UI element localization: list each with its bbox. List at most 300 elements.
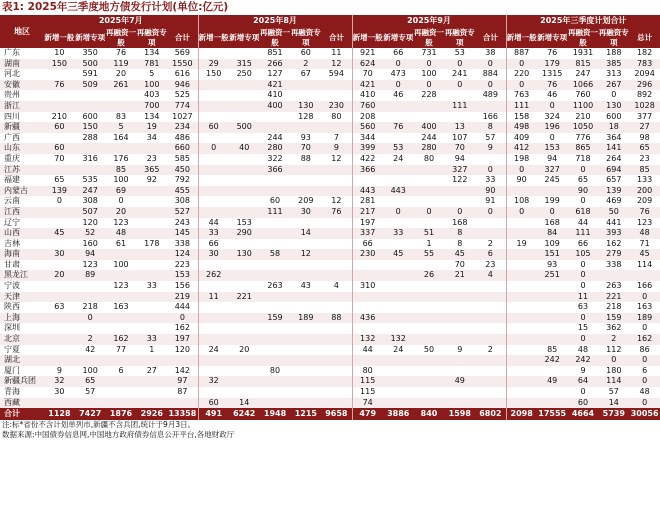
value-cell: 92 (146, 175, 157, 185)
value-cell: 14 (229, 398, 260, 409)
value-cell: 93 (300, 132, 311, 142)
value-cell (229, 48, 260, 59)
value-cell: 130 (229, 249, 260, 260)
value-cell: 1550 (167, 59, 198, 70)
value-cell (44, 313, 75, 324)
value-cell: 8 (457, 238, 463, 248)
value-cell: 731 (421, 48, 437, 57)
value-cell: 20 (115, 69, 127, 79)
value-cell: 48 (577, 344, 589, 354)
value-cell (106, 143, 137, 154)
value-cell: 0 (568, 270, 599, 281)
value-cell: 20 (106, 207, 137, 218)
value-cell (136, 143, 167, 154)
value-cell (444, 387, 475, 398)
total-cell: 6242 (229, 408, 260, 420)
value-cell: 400 (260, 101, 291, 112)
value-cell: 0 (475, 165, 506, 176)
value-cell (106, 90, 137, 101)
value-cell: 267 (598, 80, 629, 91)
table-row (0, 69, 660, 80)
value-cell: 400 (414, 122, 445, 133)
value-cell: 130 (290, 101, 321, 112)
value-cell: 0 (537, 101, 568, 112)
value-cell: 1315 (542, 69, 563, 79)
value-cell: 76 (321, 207, 352, 218)
value-cell (136, 387, 167, 398)
value-cell (290, 345, 321, 356)
value-cell: 132 (383, 334, 414, 345)
value-cell: 43 (300, 281, 311, 291)
value-cell (537, 292, 568, 303)
value-cell (290, 165, 321, 176)
value-cell: 251 (537, 270, 568, 281)
value-cell: 111 (568, 228, 599, 239)
value-cell: 70 (290, 143, 321, 154)
value-cell: 884 (482, 69, 498, 79)
value-cell: 0 (475, 80, 506, 91)
header-col: 合计 (167, 27, 198, 48)
value-cell (383, 260, 414, 271)
value-cell: 160 (82, 238, 98, 248)
value-cell (290, 270, 321, 281)
value-cell: 156 (174, 281, 190, 291)
value-cell (44, 292, 75, 303)
value-cell (290, 186, 321, 197)
value-cell: 660 (167, 143, 198, 154)
value-cell: 33 (136, 334, 167, 345)
value-cell: 162 (629, 334, 660, 345)
value-cell: 12 (290, 249, 321, 260)
value-cell: 100 (421, 69, 437, 79)
value-cell (198, 175, 229, 186)
region-cell: 云南 (4, 196, 20, 206)
value-cell: 85 (106, 165, 137, 176)
table-row (0, 186, 660, 197)
value-cell (321, 323, 352, 334)
value-cell: 0 (580, 196, 586, 206)
value-cell: 9 (457, 344, 463, 354)
value-cell: 128 (298, 111, 314, 121)
region-cell: 宁波 (4, 281, 20, 291)
value-cell: 0 (537, 207, 568, 218)
value-cell (44, 218, 75, 229)
value-cell (260, 228, 291, 239)
value-cell (321, 239, 352, 250)
value-cell (75, 101, 106, 112)
value-cell: 450 (167, 165, 198, 176)
value-cell: 48 (106, 228, 137, 239)
value-cell: 1027 (172, 111, 193, 121)
value-cell (444, 281, 475, 292)
value-cell (136, 260, 167, 271)
value-cell: 168 (544, 217, 560, 227)
table-row (0, 133, 660, 144)
value-cell: 178 (144, 238, 160, 248)
value-cell: 366 (352, 165, 383, 176)
value-cell (260, 112, 291, 123)
total-cell: 5739 (598, 408, 629, 420)
value-cell (444, 313, 475, 324)
value-cell (198, 260, 229, 271)
region-cell: 北京 (0, 334, 44, 345)
value-cell (506, 218, 537, 229)
value-cell: 123 (113, 217, 129, 227)
value-cell: 76 (537, 80, 568, 91)
value-cell (537, 398, 568, 409)
value-cell: 100 (113, 175, 129, 185)
region-cell: 宁夏 (4, 344, 20, 354)
value-cell: 24 (393, 344, 404, 354)
value-cell (537, 281, 568, 292)
value-cell: 366 (260, 165, 291, 176)
value-cell (136, 207, 167, 218)
value-cell: 500 (229, 122, 260, 133)
region-cell: 福建 (4, 175, 20, 185)
table-body (0, 48, 660, 408)
value-cell: 30 (198, 249, 229, 260)
value-cell: 0 (629, 376, 660, 387)
value-cell (506, 281, 537, 292)
value-cell: 27 (146, 365, 157, 375)
header-col: 新增一般 (506, 27, 537, 48)
value-cell (198, 207, 229, 218)
region-cell: 甘肃 (4, 259, 20, 269)
value-cell: 32 (44, 376, 75, 387)
value-cell: 151 (537, 249, 568, 260)
value-cell: 120 (174, 344, 190, 354)
footnote: 注:标*省份不含计划单列市,新疆不含兵团,统计于9月3日。 (2, 420, 196, 430)
value-cell (475, 313, 506, 324)
value-cell: 150 (75, 122, 106, 133)
value-cell (44, 90, 75, 101)
total-cell: 1876 (106, 408, 137, 420)
value-cell: 60 (44, 143, 75, 154)
value-cell (290, 90, 321, 101)
value-cell: 288 (82, 132, 98, 142)
region-cell: 山西 (0, 228, 44, 239)
value-cell: 362 (606, 323, 622, 333)
value-cell (198, 281, 229, 292)
value-cell: 337 (352, 228, 383, 239)
value-cell: 74 (352, 398, 383, 409)
value-cell (260, 270, 291, 281)
value-cell (136, 376, 167, 387)
value-cell (352, 323, 383, 334)
value-cell: 1 (149, 344, 155, 354)
value-cell: 141 (598, 143, 629, 154)
value-cell: 0 (580, 281, 586, 291)
value-cell: 0 (506, 80, 537, 91)
value-cell: 244 (421, 132, 437, 142)
table-row (0, 59, 660, 70)
value-cell: 98 (639, 132, 650, 142)
total-cell: 30056 (630, 409, 659, 419)
value-cell (260, 387, 291, 398)
region-cell: 吉林 (4, 238, 20, 248)
region-cell: 海南 (0, 249, 44, 260)
table-row (0, 80, 660, 91)
value-cell: 0 (568, 165, 599, 176)
value-cell (383, 175, 414, 186)
value-cell: 163 (636, 302, 653, 312)
value-cell: 76 (383, 122, 414, 133)
value-cell (75, 90, 106, 101)
value-cell: 60 (198, 122, 229, 133)
value-cell: 241 (452, 69, 468, 79)
value-cell: 263 (606, 281, 622, 291)
value-cell (106, 398, 137, 409)
value-cell: 262 (198, 270, 229, 281)
value-cell: 393 (598, 228, 629, 239)
value-cell: 48 (639, 387, 650, 396)
value-cell (321, 165, 352, 176)
table-title-text: 2025年三季度地方债发行计划(单位:亿元) (27, 1, 229, 13)
value-cell: 230 (321, 101, 352, 112)
value-cell (136, 249, 167, 260)
value-cell (136, 302, 167, 313)
value-cell: 1066 (568, 80, 599, 91)
value-cell (414, 366, 445, 377)
value-cell (198, 112, 229, 123)
value-cell: 85 (547, 344, 558, 354)
value-cell (506, 302, 537, 313)
value-cell (229, 376, 260, 387)
value-cell: 134 (144, 48, 160, 57)
value-cell (321, 355, 352, 366)
value-cell: 436 (352, 313, 383, 324)
value-cell (106, 355, 137, 366)
region-cell: 天津 (0, 292, 44, 303)
value-cell (136, 218, 167, 229)
bond-issuance-table (0, 15, 660, 420)
value-cell: 2 (487, 238, 493, 248)
header-col: 新增专项 (383, 27, 414, 48)
value-cell (229, 387, 260, 398)
value-cell (321, 376, 352, 387)
value-cell: 139 (598, 186, 629, 197)
value-cell (352, 355, 383, 366)
value-cell: 0 (475, 59, 506, 70)
value-cell: 209 (298, 196, 314, 206)
value-cell (321, 90, 352, 101)
value-cell (260, 186, 291, 197)
value-cell (260, 292, 291, 303)
value-cell (506, 228, 537, 239)
value-cell (537, 323, 568, 334)
value-cell (260, 345, 291, 356)
value-cell: 594 (328, 69, 344, 79)
value-cell (352, 175, 383, 186)
value-cell: 296 (629, 80, 660, 91)
value-cell (260, 122, 291, 133)
value-cell: 123 (636, 217, 653, 227)
value-cell: 443 (352, 186, 383, 197)
value-cell: 33 (383, 228, 414, 239)
value-cell: 327 (444, 165, 475, 176)
value-cell: 70 (444, 143, 475, 154)
region-cell: 深圳 (4, 323, 20, 333)
value-cell: 0 (444, 207, 475, 218)
region-cell: 西藏 (0, 398, 44, 409)
value-cell: 220 (506, 69, 537, 80)
value-cell (444, 398, 475, 409)
value-cell: 46 (547, 90, 558, 100)
total-cell: 840 (414, 408, 445, 420)
value-cell: 114 (598, 376, 629, 387)
region-cell: 新疆兵团 (0, 376, 44, 387)
value-cell: 624 (352, 59, 383, 70)
total-cell: 4664 (568, 408, 599, 420)
value-cell (506, 249, 537, 260)
value-cell (414, 165, 445, 176)
value-cell (475, 281, 506, 292)
value-cell (290, 260, 321, 271)
value-cell: 197 (352, 218, 383, 229)
value-cell: 100 (113, 259, 129, 269)
value-cell: 45 (383, 249, 414, 260)
value-cell: 150 (44, 59, 75, 70)
table-row (0, 334, 660, 345)
value-cell: 221 (229, 292, 260, 303)
value-cell: 80 (352, 366, 383, 377)
value-cell: 1100 (568, 101, 599, 112)
region-cell: 湖北 (0, 355, 44, 366)
value-cell: 179 (537, 59, 568, 70)
value-cell: 127 (267, 69, 283, 79)
value-cell: 30 (54, 387, 65, 396)
value-cell: 132 (352, 334, 383, 345)
header-col: 新增专项 (75, 27, 106, 48)
value-cell: 412 (506, 143, 537, 154)
table-row (0, 281, 660, 292)
value-cell: 7 (333, 132, 339, 142)
value-cell: 946 (167, 80, 198, 91)
value-cell: 57 (85, 387, 96, 396)
value-cell: 385 (598, 59, 629, 70)
value-cell: 527 (167, 207, 198, 218)
value-cell (352, 270, 383, 281)
value-cell: 290 (229, 228, 260, 239)
table-row (0, 345, 660, 356)
value-cell: 8 (444, 228, 475, 239)
table-number: 表1: (2, 1, 25, 13)
value-cell: 223 (174, 259, 190, 269)
region-cell: 贵州 (4, 90, 20, 100)
value-cell: 0 (198, 143, 229, 154)
header-col: 再融资专项 (136, 28, 167, 47)
value-cell: 85 (629, 165, 660, 176)
value-cell: 189 (290, 313, 321, 324)
value-cell: 80 (423, 153, 435, 163)
header-group-row (0, 15, 660, 27)
value-cell (44, 398, 75, 409)
table-row (0, 260, 660, 271)
value-cell (475, 218, 506, 229)
value-cell (383, 112, 414, 123)
value-cell (414, 175, 445, 186)
value-cell: 158 (506, 112, 537, 123)
value-cell: 61 (115, 238, 127, 248)
value-cell (383, 165, 414, 176)
value-cell (44, 101, 75, 112)
value-cell: 45 (444, 249, 475, 260)
value-cell (44, 355, 75, 366)
value-cell: 219 (167, 292, 198, 303)
value-cell (198, 387, 229, 398)
header-col: 新增一般 (352, 27, 383, 48)
header-col: 合计 (321, 27, 352, 48)
value-cell (321, 345, 352, 356)
value-cell: 94 (454, 153, 465, 163)
value-cell (383, 292, 414, 303)
value-cell: 65 (577, 175, 589, 185)
header-col: 再融资专项 (598, 28, 629, 47)
value-cell: 0 (414, 207, 445, 218)
value-cell: 210 (51, 111, 68, 121)
value-cell: 122 (452, 175, 468, 185)
value-cell: 421 (352, 80, 383, 91)
table-row (0, 387, 660, 398)
region-cell: 河北 (4, 69, 20, 79)
value-cell: 49 (444, 376, 475, 387)
value-cell (475, 376, 506, 387)
table-row (0, 355, 660, 366)
table-row (0, 249, 660, 260)
value-cell: 350 (82, 48, 98, 57)
value-cell: 12 (321, 59, 352, 70)
value-cell: 281 (352, 196, 383, 207)
value-cell: 0 (580, 259, 586, 269)
value-cell: 97 (167, 376, 198, 387)
value-cell (444, 355, 475, 366)
value-cell (136, 228, 167, 239)
value-cell: 0 (598, 355, 629, 366)
value-cell (537, 334, 568, 345)
value-cell: 409 (506, 133, 537, 144)
value-cell (383, 376, 414, 387)
value-cell (444, 292, 475, 303)
value-cell (475, 154, 506, 165)
value-cell: 421 (260, 80, 291, 91)
value-cell (229, 260, 260, 271)
value-cell: 865 (568, 143, 599, 154)
value-cell: 0 (629, 355, 660, 366)
value-cell: 42 (85, 344, 96, 354)
value-cell: 76 (44, 80, 75, 91)
value-cell: 892 (636, 90, 653, 100)
value-cell (136, 196, 167, 207)
header-region: 地区 (0, 15, 44, 48)
value-cell (44, 69, 75, 80)
value-cell: 377 (636, 111, 653, 121)
value-cell (229, 186, 260, 197)
value-cell: 0 (383, 80, 414, 91)
source-note: 数据来源:中国债券信息网,中国地方政府债券信息公开平台,各地财政厅 (2, 430, 235, 440)
value-cell: 159 (260, 313, 291, 324)
value-cell: 123 (82, 259, 98, 269)
value-cell: 19 (506, 239, 537, 250)
value-cell: 53 (383, 143, 414, 154)
value-cell: 0 (75, 313, 106, 324)
value-cell (106, 249, 137, 260)
value-cell: 111 (260, 207, 291, 218)
value-cell (136, 355, 167, 366)
value-cell (75, 281, 106, 292)
value-cell (260, 175, 291, 186)
value-cell (290, 355, 321, 366)
value-cell: 618 (568, 207, 599, 218)
